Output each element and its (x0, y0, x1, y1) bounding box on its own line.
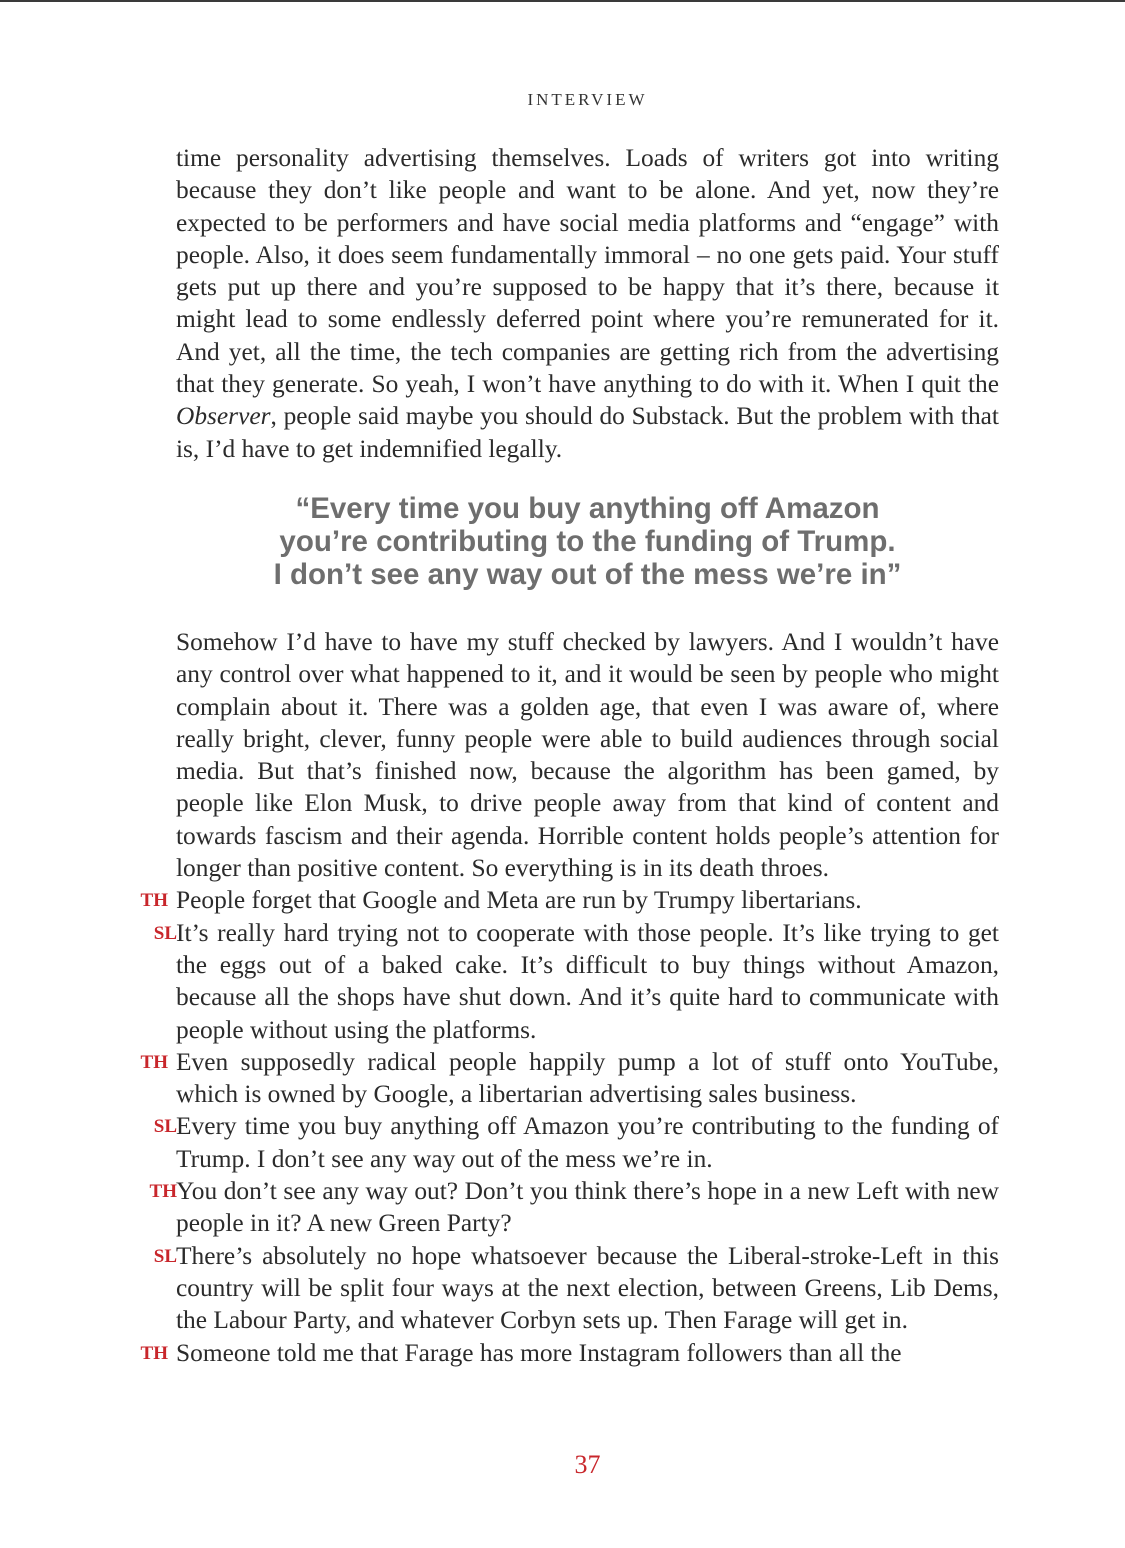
pull-quote-line: you’re contributing to the funding of Trump. (279, 525, 896, 558)
speaker-label: SL (153, 1245, 177, 1267)
exchange-text: There’s absolutely no hope whatsoever because the Liberal-stroke-Left in this country will be split four ways at the next election, between Greens, Lib Dems, the Labour Party, and whatever Corbyn sets up. Then Farage will get in. (176, 1241, 999, 1335)
top-rule (0, 0, 1125, 2)
speaker-label: TH (140, 1051, 168, 1073)
paragraph-text: , people said maybe you should do Substack. But the problem with that is, I’d have to get indemnified legally. (176, 402, 999, 463)
exchange-paragraph (153, 1240, 999, 1337)
exchange-paragraph (149, 1175, 999, 1240)
exchange-text: Even supposedly radical people happily pump a lot of stuff onto YouTube, which is owned by Google, a libertarian advertising sales business. (176, 1047, 999, 1109)
running-head: INTERVIEW (527, 90, 648, 109)
publication-title: Observer (176, 402, 271, 431)
exchange-paragraph (153, 1110, 999, 1175)
body-column-top (176, 142, 999, 465)
body-paragraph (176, 142, 999, 465)
exchange-text: It’s really hard trying not to cooperate with those people. It’s like trying to get the eggs out of a baked cake. It’s difficult to buy things without Amazon, because all the shops have shut down. And it’s quite hard to communicate with people without using the platforms. (176, 918, 999, 1044)
exchange-text: People forget that Google and Meta are run by Trumpy libertarians. (176, 886, 862, 915)
speaker-label: SL (153, 1116, 177, 1138)
speaker-label: TH (140, 890, 168, 912)
pull-quote-line: I don’t see any way out of the mess we’re in” (273, 558, 902, 591)
exchange-paragraph (153, 917, 999, 1046)
speaker-label: TH (149, 1181, 177, 1203)
pull-quote-line: “Every time you buy anything off Amazon (295, 492, 880, 525)
body-paragraph: Somehow I’d have to have my stuff checked by lawyers. And I wouldn’t have any control over what happened to it, and it would be seen by people who might complain about it. There was a golden age, that even I was aware of, where really bright, clever, funny people were able to build audiences through social media. But that’s finished now, because the algorithm has been gamed, by people like Elon Musk, to drive people away from that kind of content and towards fascism and their agenda. Horrible content holds people’s attention for longer than positive content. So everything is in its death throes. (176, 628, 999, 883)
speaker-label: TH (140, 1342, 168, 1364)
exchange-paragraph (140, 1046, 999, 1111)
exchange-text: Every time you buy anything off Amazon you’re contributing to the funding of Trump. I don’t see any way out of the mess we’re in. (176, 1112, 999, 1173)
speaker-label: SL (153, 922, 177, 944)
body-column-bottom (140, 626, 999, 1369)
page-number: 37 (574, 1450, 601, 1479)
exchange-text: You don’t see any way out? Don’t you think there’s hope in a new Left with new people in it? A new Green Party? (176, 1177, 999, 1238)
paragraph-text: time personality advertising themselves. Loads of writers got into writing because they don’t like people and want to be alone. And yet, now they’re expected to be performers and have social media platforms and “engage” with people. Also, it does seem fundamentally immoral – no one gets paid. Your stuff gets put up there and you’re supposed to be happy that it’s there, because it might lead to some endlessly deferred point where you’re remunerated for it. And yet, all the time, the tech companies are getting rich from the advertising that they generate. So yeah, I won’t have anything to do with it. When I quit the (176, 144, 999, 399)
exchange-paragraph (140, 884, 999, 916)
exchange-paragraph (140, 1337, 999, 1369)
pull-quote (176, 492, 999, 591)
exchange-text: Someone told me that Farage has more Instagram followers than all the (176, 1338, 902, 1367)
